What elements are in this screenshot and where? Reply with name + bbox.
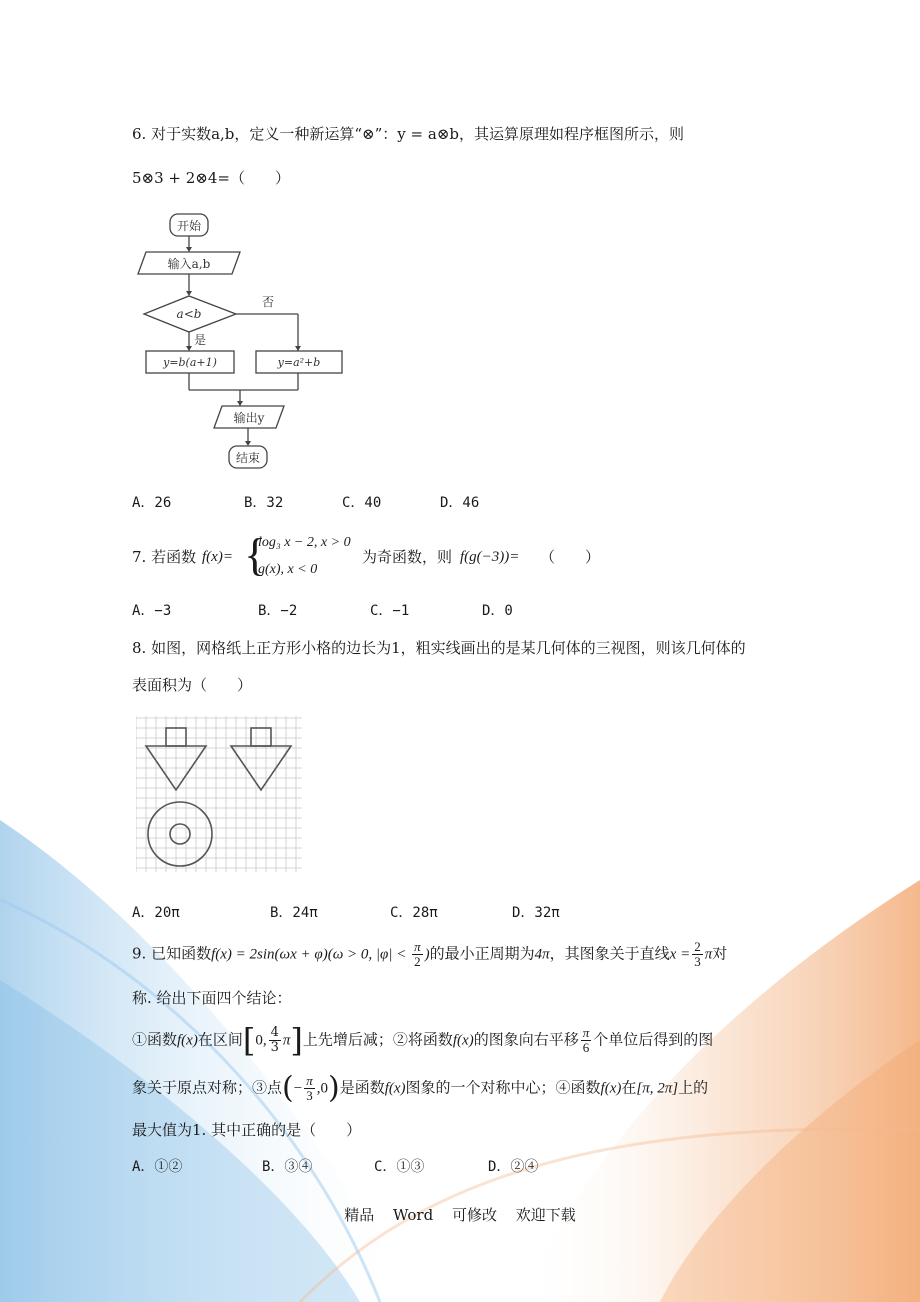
q9-fx-3: f(x) <box>384 1080 406 1097</box>
q7-option-d: D．0 <box>482 603 513 619</box>
flow-no-label: 否 <box>262 295 275 309</box>
q9-line5: 最大值为1. 其中正确的是（ ） <box>132 1121 362 1139</box>
q7-option-b: B．−2 <box>258 603 298 619</box>
q9-23-den: 3 <box>694 954 701 969</box>
q6-option-a: A．26 <box>132 495 172 511</box>
q9-option-d: D．②④ <box>488 1159 539 1175</box>
flow-output-label: 输出y <box>233 411 265 425</box>
flow-left-box-label: y=b(a+1) <box>163 356 217 369</box>
q9-l1-b: 的最小正周期为 <box>429 944 535 963</box>
q7-prefix: 7. 若函数 <box>132 548 197 566</box>
q7-option-a: A．−3 <box>132 603 172 619</box>
q8-stem-line2: 表面积为（ ） <box>132 676 253 694</box>
q6-stem-line1: 6. 对于实数a,b，定义一种新运算“⊗”：y = a⊗b，其运算原理如程序框图所示，则 <box>132 125 684 143</box>
q9-line2: 称. 给出下面四个结论： <box>132 989 292 1007</box>
q9-four-thirds <box>269 1026 281 1055</box>
q9-frac-den: 2 <box>414 954 421 969</box>
q9-p3-den: 3 <box>306 1088 313 1103</box>
q9-l4-a: 象关于原点对称；③点 <box>132 1078 283 1097</box>
footer-item-2: Word <box>393 1206 434 1224</box>
q9-line3: ①函数f(x)在区间[0, $\frac{4}{3}$ π]上先增后减；②将函数f(x)的图象向右平移 $\frac{\pi}{6}$ 个单位后得到的图 <box>132 1021 714 1060</box>
q7-paren: （ ） <box>540 548 601 566</box>
q9-l1-a: 9. 已知函数 <box>132 944 212 963</box>
q6-option-b: B．32 <box>244 495 284 511</box>
q9-pi-over-6 <box>581 1026 592 1055</box>
q9-l4-c: 图象的一个对称中心；④函数 <box>405 1078 601 1097</box>
q9-two-thirds <box>692 940 703 969</box>
q9-function: f(x) = 2sin(ωx + φ) <box>211 946 328 963</box>
q7-brace: { <box>244 529 267 580</box>
q7-case2: g(x), x < 0 <box>258 562 318 577</box>
q7-option-c: C．−1 <box>370 603 410 619</box>
q9-line1: 9. 已知函数f(x) = 2sin(ωx + φ)(ω > 0, |φ| < $\frac{\pi}{2}$ )的最小正周期为4π，其图象关于直线x = $\frac{2}{3}$ π对 <box>132 939 728 969</box>
q9-condition: (ω > 0, |φ| < <box>327 946 411 963</box>
q9-p3-num: π <box>306 1073 313 1088</box>
q9-period: 4π <box>534 946 550 963</box>
q9-l3-c: 上先增后减；②将函数 <box>302 1030 453 1049</box>
q9-comma0: ,0 <box>316 1080 328 1097</box>
q9-l4-b: 是函数 <box>339 1078 385 1097</box>
q9-xeq: x = <box>669 946 691 963</box>
q9-43-den: 3 <box>270 1040 279 1055</box>
q6-flowchart <box>130 208 360 473</box>
q9-l4-d: 在 <box>621 1078 637 1097</box>
q9-43-num: 4 <box>270 1025 279 1040</box>
q9-pi-over-3 <box>304 1074 315 1103</box>
q9-l1-c: ，其图象关于直线 <box>549 944 670 963</box>
footer-item-3: 可修改 <box>451 1206 497 1224</box>
q6-stem-line2: 5⊗3 + 2⊗4=（ ） <box>132 169 290 187</box>
q9-l4-e: 上的 <box>678 1078 709 1097</box>
q9-l3-e: 个单位后得到的图 <box>593 1030 714 1049</box>
q7-expr: f(g(−3))= <box>460 549 520 565</box>
q8-option-d: D．32π <box>512 905 560 921</box>
q9-fx-2: f(x) <box>452 1032 474 1049</box>
q9-fx-1: f(x) <box>177 1032 198 1049</box>
q9-l3-a: ①函数 <box>132 1030 178 1049</box>
q9-pi: π <box>704 946 713 963</box>
q9-l3-b: 在区间 <box>197 1030 243 1049</box>
q9-23-num: 2 <box>694 939 701 954</box>
q8-option-c: C．28π <box>390 905 438 921</box>
q9-p6-num: π <box>582 1025 590 1040</box>
q9-p6-den: 6 <box>582 1040 590 1055</box>
q9-option-b: B．③④ <box>262 1159 313 1175</box>
q9-pi-over-2 <box>412 940 423 969</box>
q9-frac-num: π <box>414 939 421 954</box>
q6-option-d: D．46 <box>440 495 480 511</box>
flow-start-label: 开始 <box>176 219 202 233</box>
flow-yes-label: 是 <box>194 333 207 347</box>
flow-end-label: 结束 <box>235 451 261 465</box>
q9-minus: − <box>293 1080 303 1097</box>
q9-zero: 0, <box>255 1032 267 1049</box>
q8-stem-line1: 8. 如图，网格纸上正方形小格的边长为1，粗实线画出的是某几何体的三视图，则该几何体的 <box>132 639 746 657</box>
q9-fx-4: f(x) <box>600 1080 622 1097</box>
q6-option-c: C．40 <box>342 495 382 511</box>
q8-option-a: A．20π <box>132 905 180 921</box>
q9-interval: π, 2π <box>642 1080 673 1097</box>
footer-item-1: 精品 <box>344 1206 375 1224</box>
q9-option-c: C．①③ <box>374 1159 425 1175</box>
flow-condition-label: a<b <box>176 307 202 321</box>
q7-case1: log₃ x − 2, x > 0 <box>258 535 351 550</box>
q9-line4: 象关于原点对称；③点(− $\frac{\pi}{3}$ ,0)是函数f(x)图象的一个对称中心；④函数f(x)在[π, 2π]上的 <box>132 1070 709 1106</box>
flow-input-label: 输入a,b <box>167 257 211 271</box>
flow-right-box-label: y=a²+b <box>277 356 321 369</box>
q8-option-b: B．24π <box>270 905 318 921</box>
footer-item-4: 欢迎下载 <box>515 1206 576 1224</box>
q7-fx: f(x)= <box>202 549 233 565</box>
q9-option-a: A．①② <box>132 1159 183 1175</box>
q9-l1-d: 对 <box>712 944 728 963</box>
page-footer <box>0 1204 920 1225</box>
q9-pi-2: π <box>282 1032 291 1049</box>
q7-middle: 为奇函数，则 <box>362 548 453 566</box>
q9-l3-d: 的图象向右平移 <box>473 1030 579 1049</box>
q8-three-view-diagram <box>136 716 304 874</box>
